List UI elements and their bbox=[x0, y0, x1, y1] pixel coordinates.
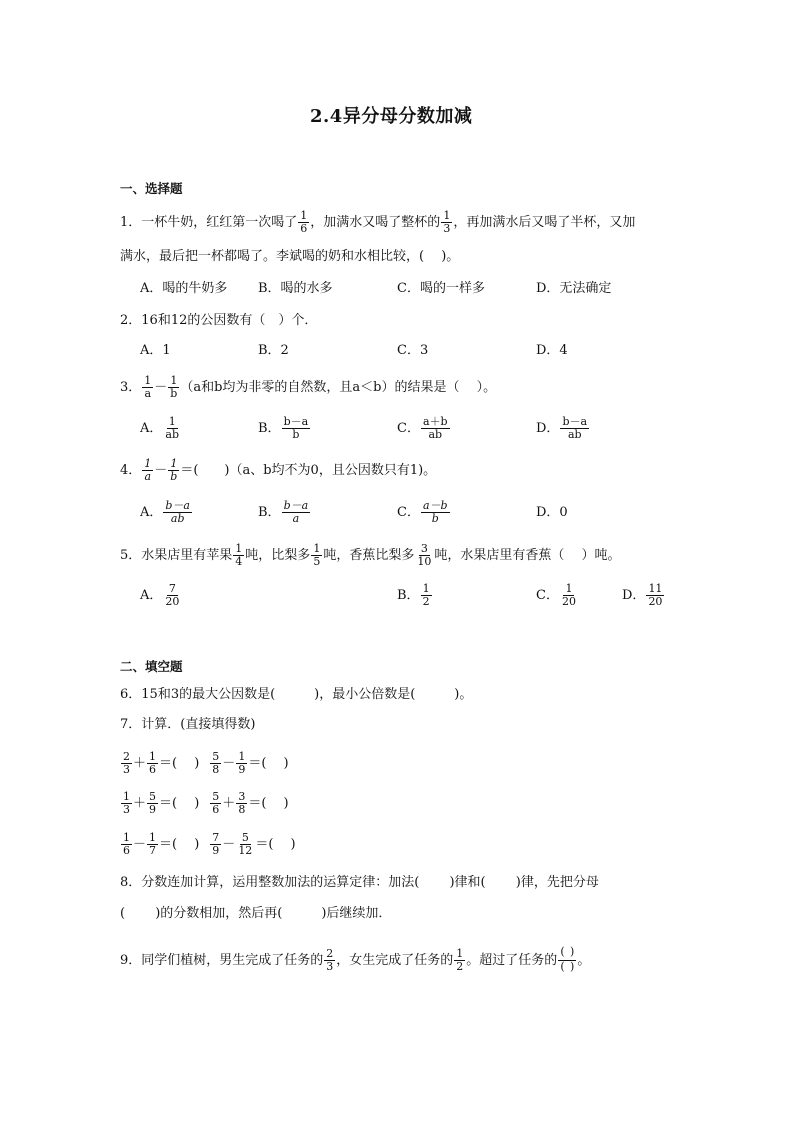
question-9 bbox=[120, 944, 590, 976]
q5-option-b: B． $\frac{1}{2}$ bbox=[397, 581, 430, 608]
q9-text-1: 9．同学们植树，男生完成了任务的 bbox=[120, 952, 324, 968]
q4-number: 4． bbox=[120, 462, 142, 478]
q3-option-a: A． $\frac{1}{ab}$ bbox=[140, 414, 179, 441]
q9-fraction-2: $\frac{1}{2}$ bbox=[456, 946, 464, 973]
q1-text-2: ，加满水又喝了整杯的 bbox=[310, 214, 441, 230]
q2-option-c: C．3 bbox=[397, 343, 429, 358]
q9-answer-fraction-blank: ( ) ( ) bbox=[560, 944, 575, 973]
q4-fraction-2: $\frac{1}{b}$ bbox=[170, 456, 178, 483]
q9-text-2: ，女生完成了任务的 bbox=[336, 952, 454, 968]
section-fill-heading: 二、填空题 bbox=[120, 659, 183, 674]
q5-fraction-2: $\frac{1}{5}$ bbox=[313, 541, 321, 568]
question-8-line-1: 8．分数连加计算，运用整数加法的运算定律：加法( )律和( )律，先把分母 bbox=[120, 875, 599, 890]
q5-text-1: 水果店里有苹果 bbox=[141, 547, 233, 563]
q5-option-a: A． $\frac{7}{20}$ bbox=[140, 581, 180, 608]
page-title: 2.4异分母分数加减 bbox=[310, 106, 473, 127]
q7-row-1: $\frac{2}{3}$ ＋ $\frac{1}{6}$ ＝( ) $\frac{5}{8}$ － $\frac{1}{9}$ ＝( ) bbox=[123, 749, 289, 776]
q3-option-d: D． $\frac{b-a}{ab}$ bbox=[536, 414, 588, 441]
q4-option-c: C． $\frac{a-b}{b}$ bbox=[397, 498, 448, 525]
q1-line-2: 满水，最后把一杯都喝了。李斌喝的奶和水相比较，( )。 bbox=[120, 249, 460, 264]
q4-text: ＝( )（a、b均不为0，且公因数只有1)。 bbox=[180, 462, 437, 478]
q5-text-4: 吨，水果店里有香蕉（ ）吨。 bbox=[434, 547, 621, 563]
q9-text-3: 。超过了任务的 bbox=[466, 952, 558, 968]
q1-text-3: ，再加满水后又喝了半杯，又加 bbox=[453, 214, 636, 230]
q5-fraction-1: $\frac{1}{4}$ bbox=[235, 541, 243, 568]
q9-fraction-1: $\frac{2}{3}$ bbox=[326, 946, 334, 973]
q1-fraction-2: $\frac{1}{3}$ bbox=[443, 208, 451, 235]
q2-option-d: D．4 bbox=[536, 343, 568, 358]
q9-end: 。 bbox=[577, 952, 591, 968]
q3-option-b: B． $\frac{b-a}{b}$ bbox=[258, 414, 309, 441]
q3-text: （a和b均为非零的自然数，且a＜b）的结果是（ ）。 bbox=[180, 379, 497, 395]
question-1 bbox=[120, 207, 635, 237]
section-choice-heading: 一、选择题 bbox=[120, 181, 183, 196]
q3-minus: － bbox=[154, 379, 168, 395]
q4-option-a: A． $\frac{b-a}{ab}$ bbox=[140, 498, 190, 525]
question-3 bbox=[120, 372, 496, 402]
q1-fraction-1: $\frac{1}{6}$ bbox=[300, 208, 308, 235]
q1-option-a: A．喝的牛奶多 bbox=[140, 281, 228, 296]
q1-option-b: B．喝的水多 bbox=[258, 281, 333, 296]
q4-option-d: D．0 bbox=[536, 505, 568, 520]
question-8-line-2: ( )的分数相加，然后再( )后继续加． bbox=[120, 906, 392, 921]
q5-option-c: C． $\frac{1}{20}$ bbox=[536, 581, 576, 608]
question-6: 6．15和3的最大公因数是( )，最小公倍数是( )。 bbox=[120, 687, 473, 702]
q3-option-c: C． $\frac{a+b}{ab}$ bbox=[397, 414, 448, 441]
q5-fraction-3: $\frac{3}{10}$ bbox=[417, 541, 432, 568]
q1-option-c: C．喝的一样多 bbox=[397, 281, 485, 296]
q3-fraction-2: $\frac{1}{b}$ bbox=[170, 373, 178, 400]
question-7: 7．计算．(直接填得数) bbox=[120, 717, 256, 732]
q2-option-b: B．2 bbox=[258, 343, 289, 358]
q3-number: 3． bbox=[120, 379, 142, 395]
q1-option-d: D．无法确定 bbox=[536, 281, 612, 296]
q5-text-2: 吨，比梨多 bbox=[245, 547, 311, 563]
q5-text-3: 吨，香蕉比梨多 bbox=[323, 547, 415, 563]
q4-option-b: B． $\frac{b-a}{a}$ bbox=[258, 498, 309, 525]
q1-number: 1． bbox=[120, 214, 142, 230]
question-5 bbox=[120, 540, 620, 570]
q5-number: 5． bbox=[120, 547, 142, 563]
question-2: 2．16和12的公因数有（ ）个． bbox=[120, 313, 318, 328]
q7-row-3: $\frac{1}{6}$ － $\frac{1}{7}$ ＝( ) $\frac{7}{9}$ － $\frac{5}{12}$ ＝( ) bbox=[123, 830, 296, 857]
q5-option-d: D． $\frac{11}{20}$ bbox=[622, 581, 663, 608]
q2-option-a: A．1 bbox=[140, 343, 171, 358]
q4-minus: － bbox=[154, 462, 168, 478]
q4-fraction-1: $\frac{1}{a}$ bbox=[144, 456, 152, 483]
q3-fraction-1: $\frac{1}{a}$ bbox=[144, 373, 152, 400]
q7-row-2: $\frac{1}{3}$ ＋ $\frac{5}{9}$ ＝( ) $\frac{5}{6}$ ＋ $\frac{3}{8}$ ＝( ) bbox=[123, 789, 289, 816]
question-4 bbox=[120, 455, 436, 485]
q1-text-1: 一杯牛奶，红红第一次喝了 bbox=[141, 214, 298, 230]
